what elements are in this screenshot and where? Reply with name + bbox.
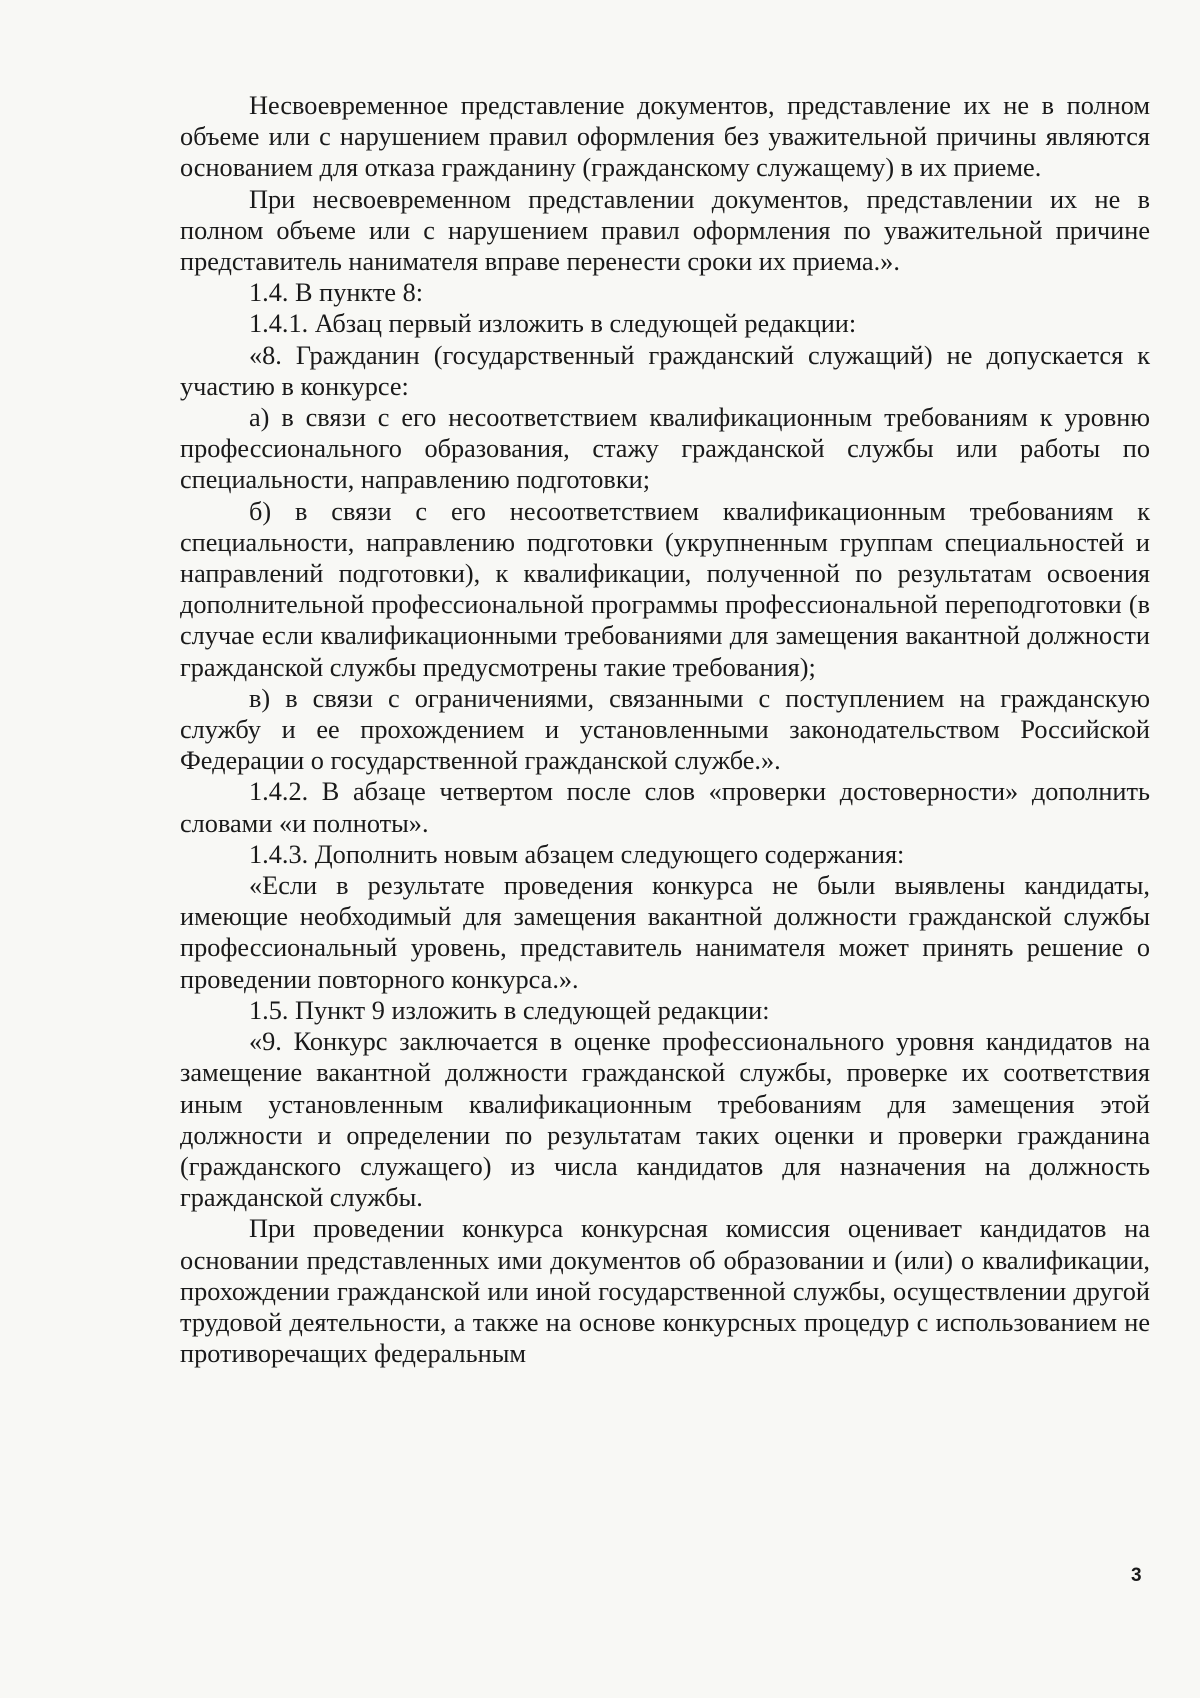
paragraph-item-1-4-3: 1.4.3. Дополнить новым абзацем следующего содержания: <box>249 839 905 869</box>
page-number: 3 <box>1131 1565 1142 1586</box>
paragraph-item-1-4: 1.4. В пункте 8: <box>249 278 424 308</box>
paragraph-clause-9: «9. Конкурс заключается в оценке профессионального уровня кандидатов на замещение вакантной должности гражданской службы, проверке их соответствия иным установленным квалификационным требованиям для замещения этой должности и определении по результатам таких оценки и проверки гражданина (гражданского служащего) из числа кандидатов для назначения на должность гражданской службы. <box>180 1027 1150 1213</box>
paragraph-clause-8: «8. Гражданин (государственный гражданский служащий) не допускается к участию в конкурсе: <box>180 340 1150 401</box>
paragraph-item-1-4-1: 1.4.1. Абзац первый изложить в следующей редакции: <box>249 309 857 339</box>
paragraph-item-1-5: 1.5. Пункт 9 изложить в следующей редакции: <box>249 995 770 1025</box>
paragraph-clause-8-v: в) в связи с ограничениями, связанными с поступлением на гражданскую службу и ее прохождением и установленными законодательством Российской Федерации о государственной гражданской службе.». <box>180 683 1150 776</box>
paragraph-clause-8-b: б) в связи с его несоответствием квалификационным требованиям к специальности, направлению подготовки (укрупненным группам специальностей и направлений подготовки), к квалификации, полученной по результатам освоения дополнительной профессиональной программы профессиональной переподготовки (в случае если квалификационными требованиями для замещения вакантной должности гражданской службы предусмотрены такие требования); <box>180 496 1150 682</box>
paragraph-clause-8-a: а) в связи с его несоответствием квалификационным требованиям к уровню профессионального образования, стажу гражданской службы или работы по специальности, направлению подготовки; <box>180 403 1150 495</box>
paragraph-repeat-contest: «Если в результате проведения конкурса не были выявлены кандидаты, имеющие необходимый для замещения вакантной должности гражданской службы профессиональный уровень, представитель нанимателя может принять решение о проведении повторного конкурса.». <box>180 871 1150 994</box>
paragraph-item-1-4-2: 1.4.2. В абзаце четвертом после слов «проверки достоверности» дополнить словами «и полноты». <box>180 777 1150 838</box>
paragraph-untimely-submission: Несвоевременное представление документов, представление их не в полном объеме или с нарушением правил оформления без уважительной причины являются основанием для отказа гражданину (гражданскому служащему) в их приеме. <box>180 91 1150 183</box>
document-body <box>180 90 1150 1369</box>
paragraph-commission-evaluation: При проведении конкурса конкурсная комиссия оценивает кандидатов на основании представленных ими документов об образовании и (или) о квалификации, прохождении гражданской или иной государственной службы, осуществлении другой трудовой деятельности, а также на основе конкурсных процедур с использованием не противоречащих федеральным <box>180 1214 1150 1369</box>
paragraph-valid-reason: При несвоевременном представлении документов, представлении их не в полном объеме или с нарушением правил оформления по уважительной причине представитель нанимателя вправе перенести сроки их приема.». <box>180 184 1150 277</box>
